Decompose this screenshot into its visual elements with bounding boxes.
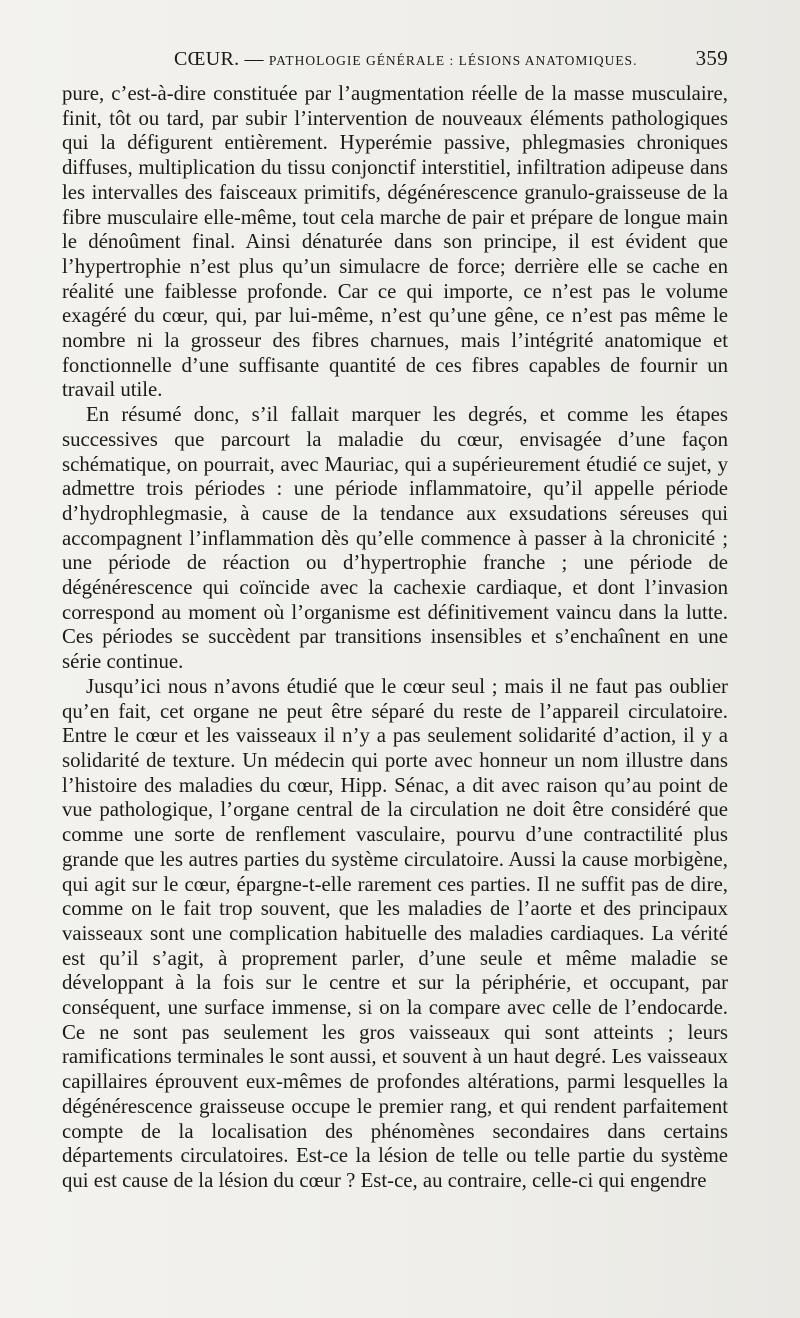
page-number: 359: [695, 46, 728, 70]
paragraph-1: pure, c’est-à-dire constituée par l’augmentation réelle de la masse musculaire, finit, tôt ou tard, par subir l’intervention de nouveaux éléments pathologiques qui la défigurent entièrement. Hyperémie passive, phlegmasies chroniques diffuses, multiplication du tissu conjonctif interstitiel, infiltration adipeuse dans les intervalles des faisceaux primitifs, dégénérescence granulo-graisseuse de la fibre musculaire elle-même, tout cela marche de pair et prépare de longue main le dénoûment final. Ainsi dénaturée dans son principe, il est évident que l’hypertrophie n’est plus qu’un simulacre de force; derrière elle se cache en réalité une faiblesse profonde. Car ce qui importe, ce n’est pas le volume exagéré du cœur, qui, par lui-même, n’est qu’une gêne, ce n’est pas même le nombre ni la grosseur des fibres charnues, mais l’intégrité anatomique et fonctionnelle d’une suffisante quantité de ces fibres capables de fournir un travail utile.: [62, 82, 728, 402]
running-head-title-part1: CŒUR.: [174, 48, 240, 70]
running-head-title-part2: PATHOLOGIE GÉNÉRALE : LÉSIONS ANATOMIQUES.: [268, 53, 638, 68]
body-text: [62, 82, 728, 1194]
running-head-title: [174, 48, 637, 71]
paragraph-2: En résumé donc, s’il fallait marquer les degrés, et comme les étapes successives que parcourt la maladie du cœur, envisagée d’une façon schématique, on pourrait, avec Mauriac, qui a supérieurement étudié ce sujet, y admettre trois périodes : une période inflammatoire, qu’il appelle période d’hydrophlegmasie, à cause de la tendance aux exsudations séreuses qui accompagnent l’inflammation dès qu’elle commence à passer à la chronicité ; une période de réaction ou d’hypertrophie franche ; une période de dégénérescence qui coïncide avec la cachexie cardiaque, et dont l’invasion correspond au moment où l’organisme est définitivement vaincu dans la lutte. Ces périodes se succèdent par transitions insensibles et s’enchaînent en une série continue.: [62, 403, 728, 674]
running-head: [62, 44, 728, 74]
running-head-separator: —: [239, 49, 269, 70]
paragraph-3: Jusqu’ici nous n’avons étudié que le cœur seul ; mais il ne faut pas oublier qu’en fait, cet organe ne peut être séparé du reste de l’appareil circulatoire. Entre le cœur et les vaisseaux il n’y a pas seulement solidarité d’action, il y a solidarité de texture. Un médecin qui porte avec honneur un nom illustre dans l’histoire des maladies du cœur, Hipp. Sénac, a dit avec raison qu’au point de vue pathologique, l’organe central de la circulation ne doit être considéré que comme une sorte de renflement vasculaire, pourvu d’une contractilité plus grande que les autres parties du système circulatoire. Aussi la cause morbigène, qui agit sur le cœur, épargne-t-elle rarement ces parties. Il ne suffit pas de dire, comme on le fait trop souvent, que les maladies de l’aorte et des principaux vaisseaux sont une complication habituelle des maladies cardiaques. La vérité est qu’il s’agit, à proprement parler, d’une seule et même maladie se développant à la fois sur le centre et sur la périphérie, et occupant, par conséquent, une surface immense, si on la compare avec celle de l’endocarde. Ce ne sont pas seulement les gros vaisseaux qui sont atteints ; leurs ramifications terminales le sont aussi, et souvent à un haut degré. Les vaisseaux capillaires éprouvent eux-mêmes de profondes altérations, parmi lesquelles la dégénérescence graisseuse occupe le premier rang, et qui rendent parfaitement compte de la localisation des phénomènes secondaires dans certains départements circulatoires. Est-ce la lésion de telle ou telle partie du système qui est cause de la lésion du cœur ? Est-ce, au contraire, celle-ci qui engendre: [62, 674, 728, 1192]
